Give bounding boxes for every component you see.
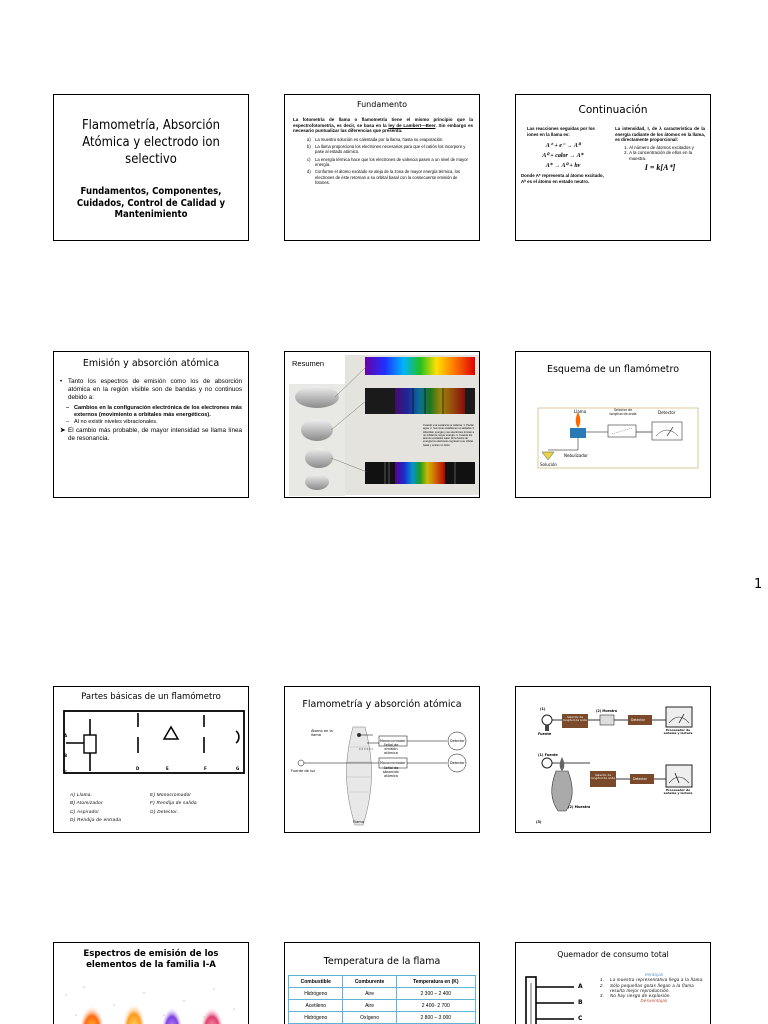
partes-legend-left	[70, 791, 121, 825]
dish-1	[295, 386, 339, 408]
slide-resumen-title: Resumen	[292, 359, 325, 368]
letter-c: C	[578, 1015, 583, 1022]
light-source-icon	[298, 760, 304, 766]
letter-b: B	[578, 999, 583, 1006]
meter-bottom	[666, 765, 692, 787]
item-marker: b)	[307, 144, 311, 150]
slide-flam-absorcion[interactable]	[284, 686, 480, 833]
label-3-bottom: (3)	[536, 820, 542, 824]
th-temperatura: Temperatura en (K)	[396, 976, 475, 988]
slide-title-heading: Flamometría, Absorción Atómica y electrodo ion selectivo	[81, 117, 220, 167]
table-cell: Oxígeno	[343, 1012, 396, 1024]
slide-resumen[interactable]	[284, 351, 480, 498]
slide-flam-absorcion-title: Flamometría y absorción atómica	[302, 699, 462, 710]
table-cell: Hidrógeno	[289, 1012, 343, 1024]
left-text: Las reacciones seguidas por los iones en la llama es:	[527, 126, 595, 137]
desventajas-heading: Desventajas	[640, 998, 668, 1004]
table-cell: Acetileno	[289, 1000, 343, 1012]
table-cell: 2 400- 2 700	[396, 1000, 475, 1012]
letter-a: A	[64, 733, 68, 738]
burner-icon	[570, 428, 586, 438]
label-monocromador-1: Monocromador	[380, 739, 406, 743]
letter-e: E	[166, 766, 169, 771]
lamp-icon-bottom	[542, 758, 552, 768]
table-cell: Aire	[343, 988, 396, 1000]
th-comburente: Comburente	[343, 976, 396, 988]
table-header-row	[289, 976, 476, 988]
prism-shape	[164, 727, 178, 739]
table-cell: 2 300 – 2 400	[396, 988, 475, 1000]
item-marker: d)	[307, 169, 311, 175]
label-selector: Selector de longitud de onda	[609, 408, 637, 416]
slide-instrument-diagrams[interactable]	[515, 686, 711, 833]
table-row	[289, 1012, 476, 1024]
legend-item: E) Monocromador	[150, 792, 192, 797]
label-atomo: Átomo en la llama	[311, 729, 333, 737]
slide-title-subtitle: Fundamentos, Componentes, Cuidados, Control de Calidad y Mantenimiento	[76, 186, 226, 220]
slide-esquema[interactable]	[515, 351, 711, 498]
slide-emision[interactable]	[53, 351, 249, 498]
bullet-text: Tanto los espectros de emisión como los de absorción atómica en la región visible son de bandas y no continuos debido a:	[68, 378, 242, 401]
item-marker: a)	[307, 136, 311, 142]
continuous-spectrum	[365, 357, 475, 375]
lamp-icon-top	[542, 715, 552, 725]
dish-3	[305, 448, 333, 468]
fundamento-item	[307, 157, 473, 168]
emision-bullet	[60, 427, 242, 443]
legend-item: F) Rendija de salida	[150, 800, 197, 806]
sub-text: Cambios en la configuración electrónica de los electrones más externos (movimiento a orbitales más energéticos).	[74, 405, 242, 418]
item-text: Sólo pequeñas gotas llegan a la flama resulta mejor reproducción.	[610, 982, 694, 993]
arrow-bullet: ➤	[60, 427, 66, 435]
legend-item: G) Detector.	[150, 808, 179, 814]
lambert-beer-link: ley de Lambert—Beer	[388, 122, 436, 128]
label-absorcion: Señal de absorción atómica	[382, 766, 400, 778]
dash: –	[66, 405, 70, 411]
temperature-table	[288, 975, 476, 1024]
slide-fundamento[interactable]	[284, 94, 480, 241]
flame-photos	[54, 975, 249, 1024]
page-number: 1	[754, 577, 763, 592]
dish-2	[301, 419, 333, 441]
emision-bullet	[60, 378, 242, 402]
label-flama: Flama	[353, 820, 364, 824]
flame-rubidium	[202, 1003, 222, 1024]
flamometer-scheme	[516, 352, 711, 498]
ventaja-item	[600, 983, 708, 994]
flame-lithium	[81, 1001, 103, 1024]
right-text: La intensidad, I, de λ característica de la energía radiante de los átomos en la llama, es directamente proporcional:	[615, 126, 705, 142]
label-nebulizador: Nebulizador	[564, 453, 588, 458]
letter-b: B	[64, 753, 68, 758]
donde-text: Donde A* representa al átomo excitado, A⁰ es el átomo en estado neutro.	[521, 173, 604, 184]
right-list	[615, 145, 705, 162]
emision-sub	[66, 405, 242, 419]
atomizer-shape	[84, 735, 96, 753]
fundamento-item	[307, 144, 473, 155]
label-procesador-bottom: Procesador de señales y lectura	[663, 788, 693, 796]
legend-item: A) Llama.	[70, 792, 93, 797]
intensity-formula: I = k[A⁺]	[644, 163, 676, 172]
slide-partes[interactable]	[53, 686, 249, 833]
label-detector-1: Detector	[450, 739, 465, 743]
label-llama: Llama	[574, 409, 587, 414]
sample-cell-top	[600, 715, 614, 725]
resumen-caption: Cuando una sustancia se calienta: 1. Pierde agua. 2. Sus iones establecen en aislados 3. Absorben energía y sus electrones forman a un orbital de mayor energía. 4. Cuando los átomos excitados salen de la fuente de energía los electrones regresan a su orbital basal y emiten un fotón.	[423, 424, 475, 447]
item-text: La muestra solución es calentada por la llama, hasta su evaporación.	[315, 136, 444, 142]
label-detector-bottom: Detector	[633, 777, 647, 781]
equation-2: A⁰ + calor → A*	[542, 153, 584, 159]
slide-partes-title: Partes básicas de un flamómetro	[81, 692, 221, 702]
diagram-frame	[64, 711, 244, 773]
partes-legend-right	[150, 791, 197, 816]
bullet-dot: •	[60, 378, 63, 385]
label-monocromador-2: Monocromador	[380, 761, 406, 765]
item-number: 3.	[600, 993, 605, 999]
letter-d: D	[136, 766, 140, 771]
slide-continuacion[interactable]	[515, 94, 711, 241]
detector-meter	[652, 422, 682, 440]
legend-item: D) Rendija de entrada	[70, 817, 122, 823]
item-number: 1.	[600, 977, 605, 983]
th-combustible: Combustible	[289, 976, 343, 988]
dash: –	[66, 418, 70, 425]
item-text: La energía térmica hace que los electrones de valencia pasen a un nivel de mayor energía.	[315, 156, 468, 167]
quemador-text	[600, 972, 708, 1004]
letter-a: A	[578, 983, 583, 990]
fundamento-list	[307, 137, 473, 185]
flame-sodium	[124, 999, 144, 1024]
table-cell: Hidrógeno	[289, 988, 343, 1000]
ventajas-heading: Ventajas	[644, 972, 664, 977]
dish-4	[305, 474, 329, 490]
letter-f: F	[204, 766, 207, 771]
detector-shape	[236, 731, 239, 743]
item-number: 2.	[600, 982, 605, 988]
fundamento-item	[307, 137, 473, 142]
label-selector-bottom: Selector de longitud de onda	[591, 773, 615, 781]
slide-emision-title: Emisión y absorción atómica	[82, 358, 220, 369]
equation-3: A* → A⁰ + hν	[545, 163, 581, 169]
item-text: Conforme el átomo excitado se aleja de la zona de mayor energía térmica, los electrones de éste retornan a su orbital basal con la consecuente emisión de fotones.	[315, 169, 461, 185]
right-list-item: 1. Al número de átomos excitados y	[629, 145, 705, 151]
slide-temperatura[interactable]	[284, 942, 480, 1024]
continuacion-left	[521, 126, 605, 184]
item-text: No hay riesgo de explosión.	[610, 993, 672, 999]
equation-1: A⁺ + e⁻ → A⁰	[545, 143, 581, 149]
slide-temperatura-title: Temperatura de la flama	[323, 956, 441, 967]
fundamento-intro-a: La fotometría de llama o flamometría tiene el mismo principio que la espectrofotometría, es decir, se basa en la	[293, 117, 473, 128]
emision-body	[60, 378, 242, 443]
label-fuente-bottom: (1) Fuente	[538, 753, 558, 757]
legend-item: B) Atomizador	[70, 800, 103, 806]
slide-title[interactable]	[53, 94, 249, 241]
fundamento-intro-b: . Sin embargo es necesario puntualizar las diferencias que presenta.	[293, 122, 473, 134]
sub-text: Al no existir niveles vibracionales.	[74, 418, 158, 425]
label-detector-top: Detector	[631, 718, 645, 722]
item-text: La muestra representativa llega a la llama.	[610, 977, 704, 983]
label-detector: Detector	[658, 410, 676, 415]
label-procesador-top: Procesador de señales y lectura	[663, 728, 693, 736]
item-text: La llama proporciona los electrones necesarios para que el catión los incorpore y pase al estado atómico.	[315, 144, 466, 155]
table-row	[289, 988, 476, 1000]
fundamento-intro	[293, 117, 473, 134]
label-fuente-luz: Fuente de luz	[291, 769, 316, 773]
flame-potassium	[163, 1003, 181, 1024]
slide-fundamento-title: Fundamento	[356, 100, 408, 109]
label-muestra-top: (2) Muestra	[596, 709, 617, 713]
label-solucion: Solución	[540, 462, 557, 467]
flame-shape	[347, 727, 372, 825]
label-selector-top: Selector de longitud de onda	[563, 715, 587, 723]
right-list-item: 2. A la concentración de ellos en la muestra.	[629, 150, 705, 161]
fundamento-item	[307, 169, 473, 185]
letter-c: C	[64, 770, 67, 775]
slide-espectros[interactable]	[53, 942, 249, 1024]
table-cell: 2 800 – 3 000	[396, 1012, 475, 1024]
slide-espectros-title: Espectros de emisión de los elementos de la familia I-A	[83, 949, 219, 970]
continuacion-right	[615, 126, 705, 184]
slide-continuacion-title: Continuación	[578, 104, 648, 116]
slide-esquema-title: Esquema de un flamómetro	[546, 364, 680, 375]
emision-sub	[66, 419, 242, 426]
slide-quemador[interactable]	[515, 942, 711, 1024]
flame-absorption-diagram	[285, 687, 480, 833]
item-marker: c)	[307, 156, 311, 162]
legend-item: C) Aspirador	[70, 808, 100, 814]
bullet-text: El cambio más probable, de mayor intensidad se llama línea de resonancia.	[68, 427, 242, 443]
label-fuente-top: Fuente	[538, 732, 552, 736]
slide-quemador-title: Quemador de consumo total	[557, 950, 669, 959]
table-row	[289, 1000, 476, 1012]
letter-g: G	[236, 766, 240, 771]
label-muestra-bottom: (2) Muestra	[568, 805, 591, 809]
label-emision: Señal de emisión atómica	[383, 743, 399, 755]
label-1-top: (1)	[540, 707, 546, 711]
continuacion-columns	[521, 126, 705, 184]
label-detector-2: Detector	[450, 761, 465, 765]
table-cell: Aire	[343, 1000, 396, 1012]
